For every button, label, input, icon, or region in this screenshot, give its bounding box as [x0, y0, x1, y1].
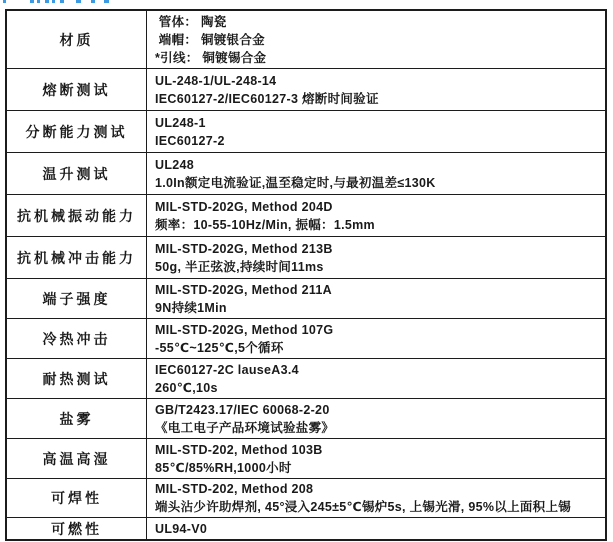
- spec-line: UL94-V0: [155, 521, 208, 536]
- table-row: [7, 11, 605, 68]
- table-row: [7, 398, 605, 438]
- spec-value: [147, 279, 605, 318]
- spec-line: 频率：10-55-10Hz/Min, 振幅：1.5mm: [155, 217, 375, 232]
- table-row: [7, 152, 605, 194]
- spec-line: UL-248-1/UL-248-14: [155, 73, 277, 88]
- spec-line: -55℃~125℃,5个循环: [155, 340, 284, 355]
- spec-label: 熔断测试: [7, 69, 147, 110]
- spec-line: 85℃/85%RH,1000小时: [155, 460, 292, 475]
- table-row: [7, 438, 605, 478]
- spec-line: 1.0In额定电流验证,温至稳定时,与最初温差≤130K: [155, 175, 436, 190]
- spec-line: IEC60127-2C lauseA3.4: [155, 362, 299, 377]
- spec-line: IEC60127-2/IEC60127-3 熔断时间验证: [155, 91, 379, 106]
- spec-value: [147, 195, 605, 236]
- table-row: [7, 194, 605, 236]
- clipped-heading-fragment: [0, 0, 613, 6]
- table-row: [7, 358, 605, 398]
- spec-value: [147, 399, 605, 438]
- spec-table: [5, 9, 607, 541]
- spec-value: [147, 518, 605, 539]
- spec-line: 管体： 陶瓷: [155, 14, 227, 29]
- spec-value: [147, 319, 605, 358]
- spec-line: 9N持续1Min: [155, 300, 227, 315]
- spec-line: UL248: [155, 157, 195, 172]
- spec-value: [147, 153, 605, 194]
- spec-label: 抗机械冲击能力: [7, 237, 147, 278]
- spec-label: 温升测试: [7, 153, 147, 194]
- spec-line: MIL-STD-202, Method 208: [155, 482, 314, 496]
- spec-value: [147, 111, 605, 152]
- table-row: [7, 68, 605, 110]
- spec-label: 高温高湿: [7, 439, 147, 478]
- spec-line: *引线： 铜镀锡合金: [155, 50, 267, 65]
- spec-line: 端帽： 铜镀银合金: [155, 32, 265, 47]
- spec-label: 抗机械振动能力: [7, 195, 147, 236]
- spec-line: UL248-1: [155, 115, 206, 130]
- spec-label: 盐雾: [7, 399, 147, 438]
- spec-line: IEC60127-2: [155, 133, 225, 148]
- spec-value: [147, 69, 605, 110]
- spec-value: [147, 359, 605, 398]
- spec-value: [147, 237, 605, 278]
- spec-label: 可燃性: [7, 518, 147, 539]
- spec-label: 分断能力测试: [7, 111, 147, 152]
- spec-line: MIL-STD-202G, Method 211A: [155, 282, 332, 297]
- spec-value: [147, 11, 605, 68]
- spec-label: 冷热冲击: [7, 319, 147, 358]
- spec-label: 耐热测试: [7, 359, 147, 398]
- spec-value: [147, 439, 605, 478]
- table-row: [7, 236, 605, 278]
- spec-line: 50g, 半正弦波,持续时间11ms: [155, 259, 324, 274]
- table-row: [7, 478, 605, 517]
- spec-line: 260℃,10s: [155, 380, 218, 395]
- spec-line: 《电工电子产品环境试验盐雾》: [155, 420, 335, 435]
- table-row: [7, 318, 605, 358]
- spec-label: 可焊性: [7, 479, 147, 517]
- spec-line: MIL-STD-202G, Method 107G: [155, 322, 334, 337]
- table-row: [7, 517, 605, 539]
- table-row: [7, 278, 605, 318]
- spec-line: 端头沾少许助焊剂, 45°浸入245±5℃锡炉5s, 上锡光滑, 95%以上面积上锡: [155, 500, 572, 514]
- spec-line: MIL-STD-202G, Method 213B: [155, 241, 333, 256]
- table-row: [7, 110, 605, 152]
- spec-line: MIL-STD-202G, Method 204D: [155, 199, 333, 214]
- spec-line: MIL-STD-202, Method 103B: [155, 442, 323, 457]
- spec-label: 端子强度: [7, 279, 147, 318]
- spec-line: GB/T2423.17/IEC 60068-2-20: [155, 402, 330, 417]
- spec-label: 材质: [7, 11, 147, 68]
- spec-value: [147, 479, 605, 517]
